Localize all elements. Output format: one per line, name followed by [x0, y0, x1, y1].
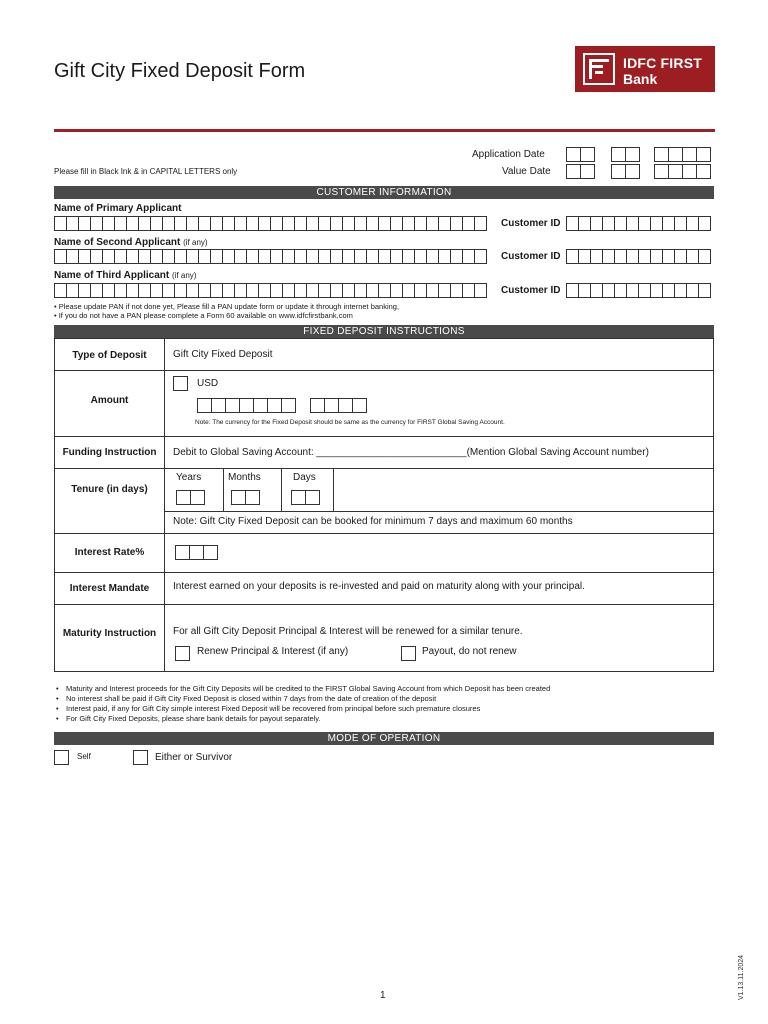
maturity-instruction-text: For all Gift City Deposit Principal & Interest will be renewed for a similar tenure. — [173, 626, 523, 637]
either-or-survivor-checkbox[interactable] — [133, 750, 148, 765]
renew-checkbox[interactable] — [175, 646, 190, 661]
primary-applicant-label: Name of Primary Applicant — [54, 203, 182, 214]
bank-logo-icon — [583, 53, 615, 85]
third-applicant-label: Name of Third Applicant (if any) — [54, 270, 197, 281]
char-box[interactable] — [698, 216, 711, 231]
row-divider — [55, 533, 714, 534]
third-applicant-name-input[interactable] — [54, 283, 486, 298]
fd-bullet-list — [56, 684, 550, 724]
page-title: Gift City Fixed Deposit Form — [54, 60, 306, 82]
interest-mandate-text: Interest earned on your deposits is re-invested and paid on maturity along with your principal. — [173, 581, 585, 592]
tenure-label: Tenure (in days) — [71, 484, 148, 495]
tenure-note-divider — [164, 511, 714, 512]
list-item: • Maturity and Interest proceeds for the Gift City Deposits will be credited to the FIRST Global Saving Account from which Deposit has been created — [56, 684, 550, 694]
row-divider — [55, 370, 714, 371]
type-of-deposit-value: Gift City Fixed Deposit — [173, 349, 273, 360]
tenure-years-input[interactable] — [176, 490, 204, 505]
interest-rate-label: Interest Rate% — [74, 547, 145, 558]
funding-instruction-label: Funding Instruction — [62, 447, 157, 458]
mode-of-operation-header: MODE OF OPERATION — [54, 732, 714, 745]
version-code: V1.13.11.2024 — [738, 954, 745, 1000]
interest-rate-input[interactable] — [175, 545, 217, 560]
third-customer-id-input[interactable] — [566, 283, 710, 298]
funding-instruction-text: Debit to Global Saving Account: ___________________________(Mention Global Saving Account number) — [173, 447, 649, 458]
logo-line-1: IDFC FIRST — [623, 55, 702, 71]
column-divider — [164, 339, 165, 672]
row-divider — [55, 604, 714, 605]
amount-integer-input[interactable] — [197, 398, 295, 413]
interest-mandate-label: Interest Mandate — [69, 583, 150, 594]
tenure-years-label: Years — [176, 472, 202, 483]
either-or-survivor-label: Either or Survivor — [155, 752, 233, 763]
pan-note: • If you do not have a PAN please complete a Form 60 available on www.idfcfirstbank.com — [54, 311, 353, 320]
header-divider — [54, 129, 715, 132]
renew-option-label: Renew Principal & Interest (if any) — [197, 646, 349, 657]
currency-label: USD — [197, 378, 219, 389]
tenure-col-divider — [333, 468, 334, 511]
char-box[interactable] — [698, 283, 711, 298]
amount-note: Note: The currency for the Fixed Deposit should be same as the currency for FIRST Global Saving Account. — [195, 419, 505, 426]
usd-checkbox[interactable] — [173, 376, 188, 391]
row-divider — [55, 436, 714, 437]
row-divider — [55, 468, 714, 469]
primary-customer-id-input[interactable] — [566, 216, 710, 231]
second-applicant-name-input[interactable] — [54, 249, 486, 264]
customer-id-label-1: Customer ID — [501, 218, 561, 229]
value-date-day[interactable] — [566, 164, 594, 179]
logo-line-2: Bank — [623, 71, 658, 87]
primary-applicant-name-input[interactable] — [54, 216, 486, 231]
amount-label: Amount — [90, 395, 129, 406]
char-box[interactable] — [474, 283, 487, 298]
application-date-month[interactable] — [611, 147, 639, 162]
fd-instructions-header: FIXED DEPOSIT INSTRUCTIONS — [54, 325, 714, 338]
payout-checkbox[interactable] — [401, 646, 416, 661]
application-date-year[interactable] — [654, 147, 710, 162]
self-label: Self — [77, 752, 91, 761]
tenure-days-input[interactable] — [291, 490, 319, 505]
tenure-days-label: Days — [293, 472, 316, 483]
self-checkbox[interactable] — [54, 750, 69, 765]
char-box[interactable] — [474, 216, 487, 231]
customer-id-label-2: Customer ID — [501, 251, 561, 262]
pan-note: • Please update PAN if not done yet, Please fill a PAN update form or update it through internet banking, — [54, 302, 400, 311]
row-divider — [55, 572, 714, 573]
type-of-deposit-label: Type of Deposit — [72, 350, 147, 361]
list-item: • For Gift City Fixed Deposits, please share bank details for payout separately. — [56, 714, 550, 724]
page-number: 1 — [380, 990, 386, 1001]
application-date-day[interactable] — [566, 147, 594, 162]
amount-decimal-input[interactable] — [310, 398, 366, 413]
bank-logo — [575, 46, 715, 92]
second-customer-id-input[interactable] — [566, 249, 710, 264]
list-item: • No interest shall be paid if Gift City Fixed Deposit is closed within 7 days from the date of creation of the deposit — [56, 694, 550, 704]
customer-info-header: CUSTOMER INFORMATION — [54, 186, 714, 199]
tenure-col-divider — [223, 468, 224, 511]
value-date-year[interactable] — [654, 164, 710, 179]
customer-id-label-3: Customer ID — [501, 285, 561, 296]
ink-instruction: Please fill in Black Ink & in CAPITAL LETTERS only — [54, 167, 238, 176]
tenure-note: Note: Gift City Fixed Deposit can be booked for minimum 7 days and maximum 60 months — [173, 516, 573, 527]
list-item: • Interest paid, if any for Gift City simple interest Fixed Deposit will be recovered from principal before such premature closures — [56, 704, 550, 714]
fd-instructions-table — [54, 338, 714, 672]
tenure-col-divider — [281, 468, 282, 511]
char-box[interactable] — [698, 249, 711, 264]
char-box[interactable] — [474, 249, 487, 264]
value-date-month[interactable] — [611, 164, 639, 179]
application-date-label: Application Date — [472, 149, 545, 160]
pan-notes — [54, 302, 399, 320]
tenure-months-input[interactable] — [231, 490, 259, 505]
tenure-months-label: Months — [228, 472, 261, 483]
second-applicant-label: Name of Second Applicant (if any) — [54, 237, 208, 248]
payout-option-label: Payout, do not renew — [422, 646, 517, 657]
value-date-label: Value Date — [502, 166, 551, 177]
maturity-instruction-label: Maturity Instruction — [62, 628, 157, 639]
